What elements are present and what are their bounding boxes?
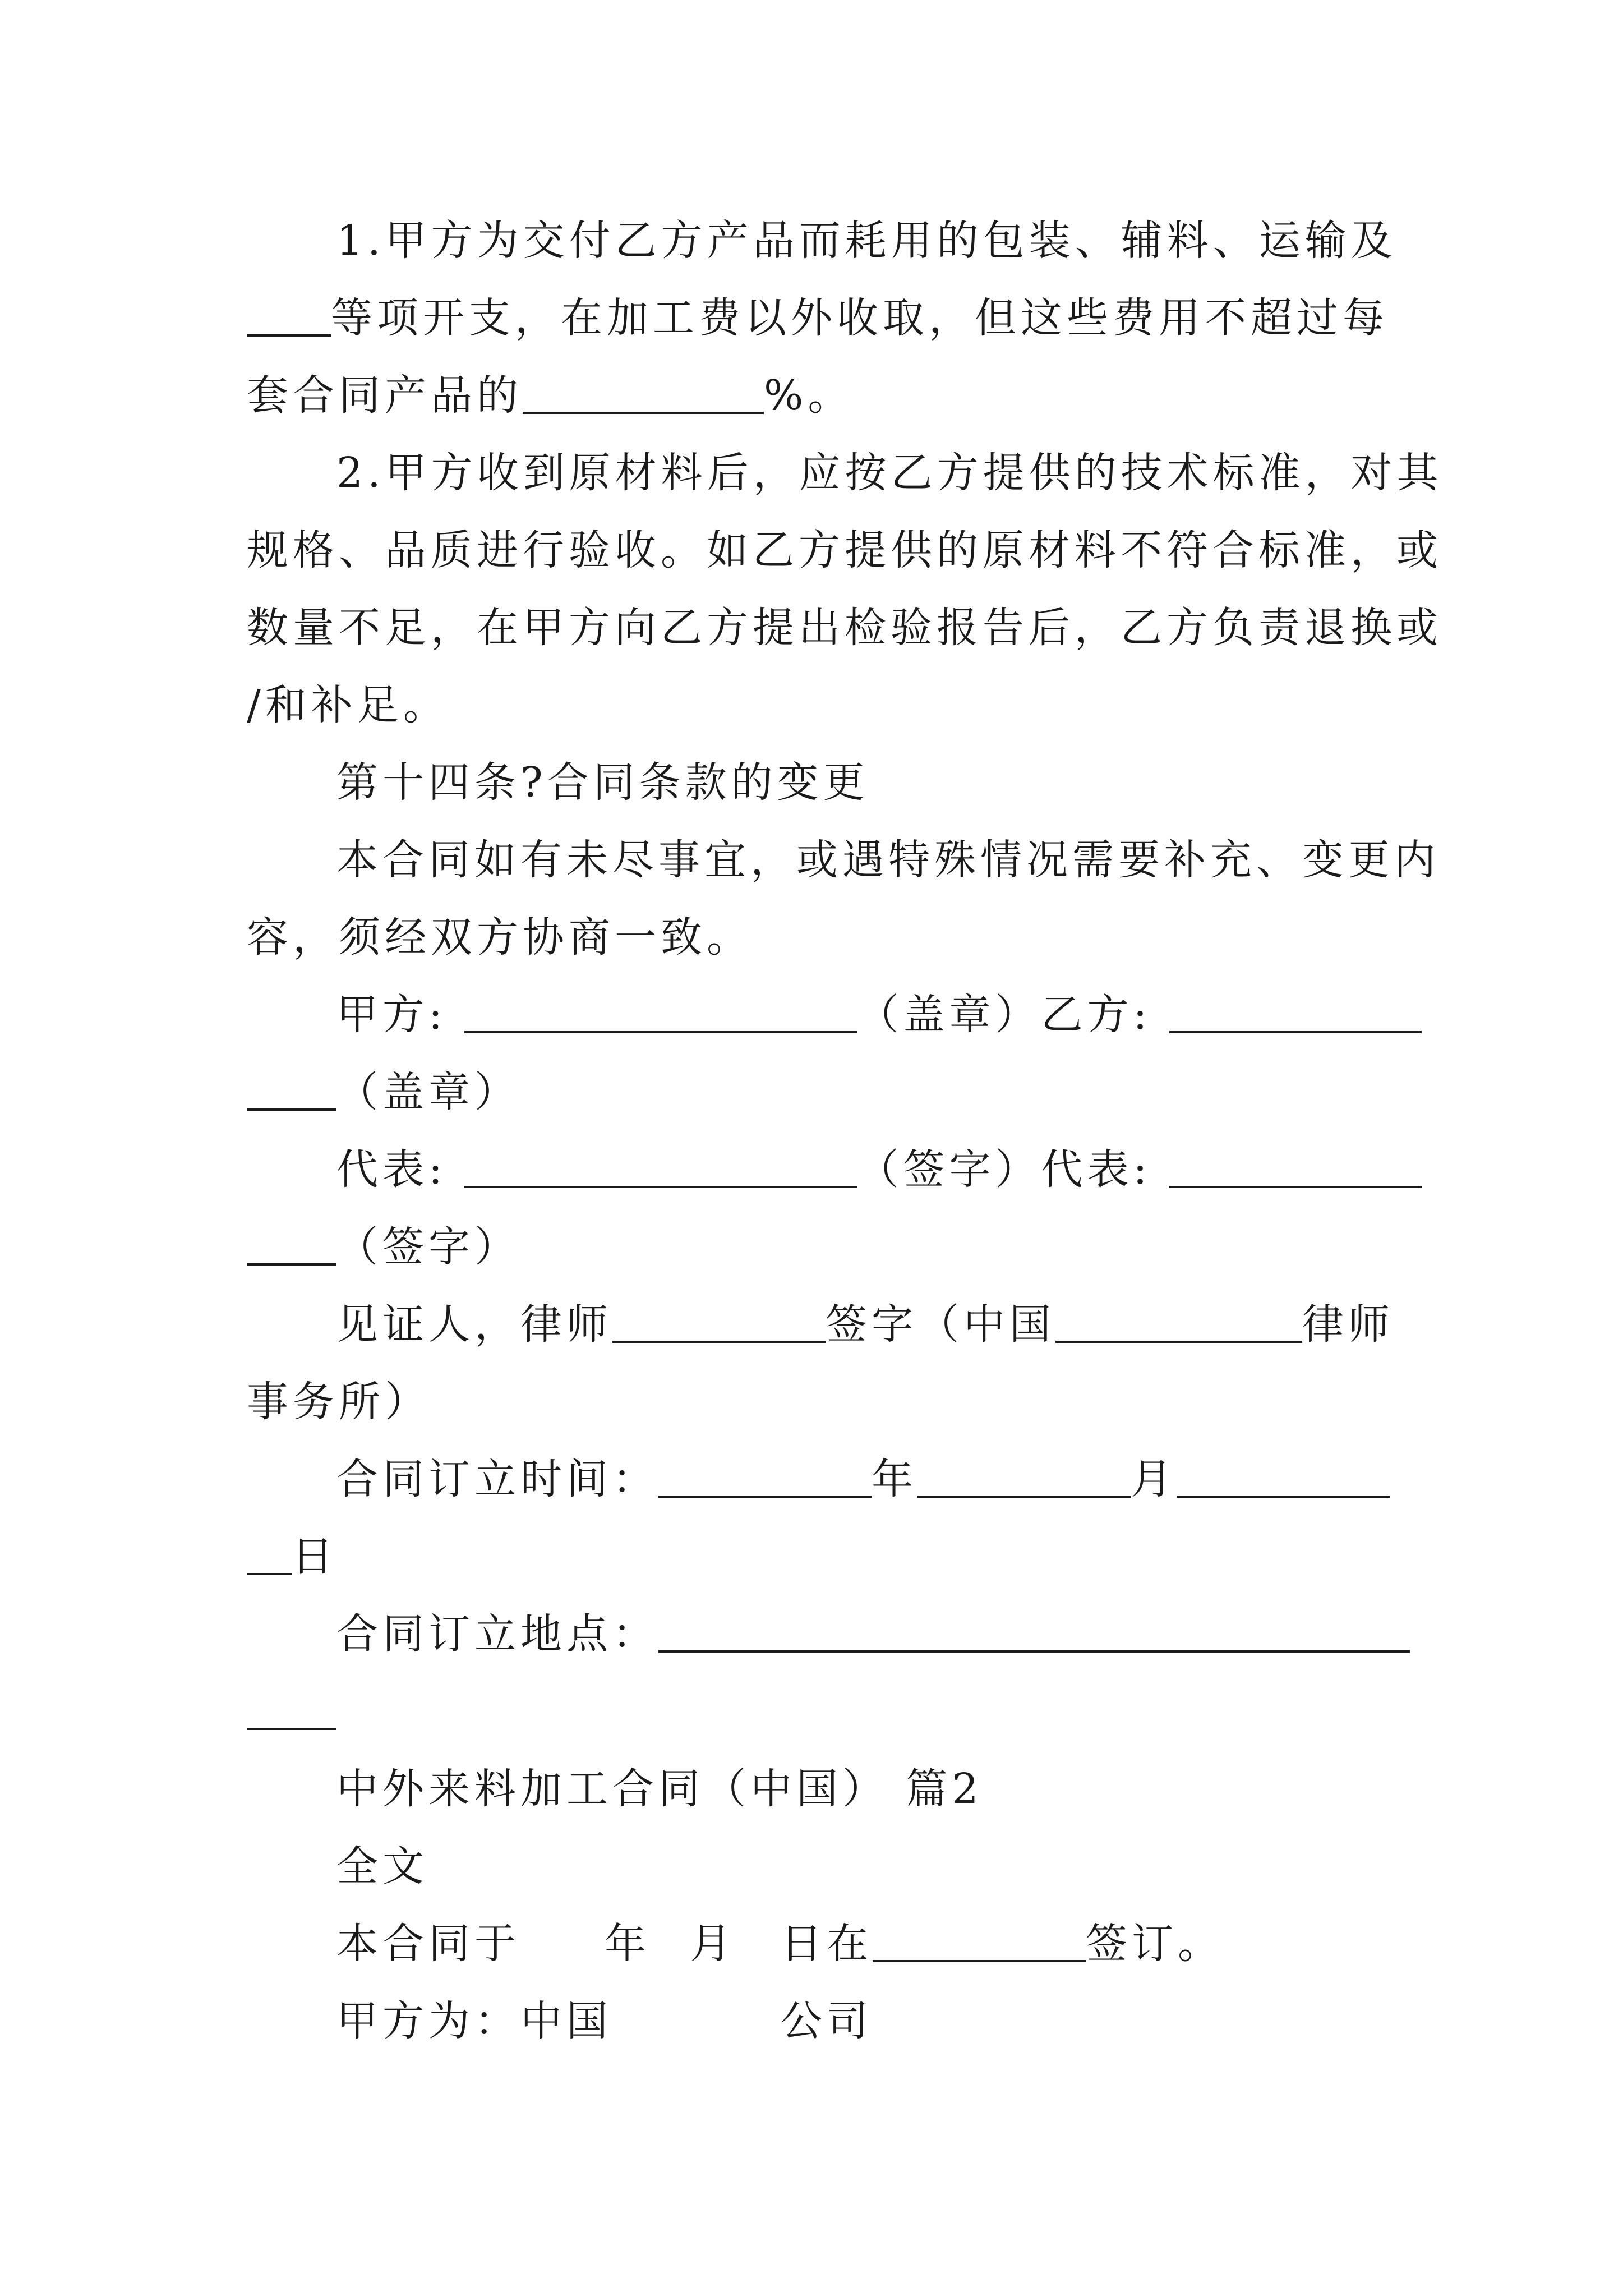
paragraph-2-line-3 [247, 589, 1442, 666]
text: /和补足。 [247, 681, 449, 729]
text: （盖章）乙方: [857, 991, 1152, 1039]
fill-blank [247, 1069, 336, 1111]
signature-party-b-seal-line [247, 1053, 1391, 1131]
text: 年 [872, 1455, 917, 1503]
text: 全文 [336, 1842, 428, 1890]
text: 年 [605, 1920, 651, 1968]
fill-blank [658, 1611, 1410, 1653]
text: 套合同产品的 [247, 371, 523, 420]
paragraph-2-line-2 [247, 512, 1442, 589]
fill-blank [873, 1921, 1086, 1962]
text: 容，须经双方协商一致。 [247, 913, 753, 961]
text: 事务所） [247, 1378, 431, 1426]
text: 日 [292, 1533, 338, 1581]
signing-date-line-2 [247, 1518, 1391, 1595]
article-14-heading [247, 744, 1391, 821]
text: 月 [1131, 1455, 1177, 1503]
text: 数量不足，在甲方向乙方提出检验报告后，乙方负责退换或 [247, 604, 1442, 652]
paragraph-1-line-3 [247, 357, 1391, 434]
text: 月 [690, 1920, 736, 1968]
text: 本合同于 [336, 1920, 520, 1968]
document-page [247, 202, 1443, 2060]
text: 1.甲方为交付乙方产品而耗用的包装、辅料、运输及 [336, 217, 1397, 265]
full-text-label [247, 1828, 1391, 1905]
text: 甲方为：中国 [336, 1997, 612, 2045]
fill-blank [464, 1147, 857, 1188]
fill-blank [1169, 992, 1422, 1033]
witness-line [247, 1286, 1394, 1363]
text: （签字）代表: [857, 1145, 1152, 1194]
fill-blank [1055, 1301, 1302, 1343]
contract-date-line [247, 1905, 1391, 1982]
text: 公司 [781, 1997, 873, 2045]
fill-blank [247, 1224, 336, 1266]
fill-blank [917, 1456, 1131, 1498]
signing-place-line-2 [247, 1673, 1391, 1750]
text: %。 [764, 371, 854, 420]
section-title [247, 1750, 1391, 1828]
text: 本合同如有未尽事宜，或遇特殊情况需要补充、变更内 [336, 836, 1440, 884]
representative-sign-line [247, 1208, 1391, 1286]
text: 第十四条?合同条款的变更 [336, 758, 869, 807]
text: 中外来料加工合同（中国） 篇2 [336, 1765, 983, 1813]
text: 签订。 [1086, 1920, 1224, 1968]
signature-party-a-line [247, 976, 1391, 1053]
fill-blank [523, 372, 764, 414]
text: 规格、品质进行验收。如乙方提供的原材料不符合标准，或 [247, 526, 1442, 574]
text: 合同订立地点： [336, 1610, 658, 1658]
fill-blank [612, 1301, 826, 1343]
fill-blank [658, 1456, 872, 1498]
paragraph-2-line-1 [247, 434, 1443, 512]
text: 见证人，律师 [336, 1300, 612, 1349]
article-14-line-2 [247, 899, 1391, 976]
representative-line [247, 1131, 1391, 1208]
paragraph-1-line-2 [247, 279, 1391, 357]
fill-blank [247, 1534, 292, 1575]
text: 律师 [1302, 1300, 1394, 1349]
paragraph-2-line-4 [247, 666, 1391, 744]
text: 签字（中国 [826, 1300, 1055, 1349]
text: 日在 [781, 1920, 873, 1968]
text: （盖章） [336, 1068, 520, 1116]
signing-date-line [247, 1441, 1391, 1518]
witness-line-2 [247, 1363, 1391, 1441]
text: 2.甲方收到原材料后，应按乙方提供的技术标准，对其 [336, 449, 1443, 497]
fill-blank [1177, 1456, 1390, 1498]
text: （签字） [336, 1223, 520, 1271]
fill-blank [247, 1688, 336, 1730]
text: 代表: [336, 1145, 447, 1194]
text: 等项开支，在加工费以外收取，但这些费用不超过每 [331, 294, 1389, 342]
fill-blank [1169, 1147, 1422, 1188]
signing-place-line [247, 1595, 1391, 1673]
fill-blank [464, 992, 857, 1033]
text: 合同订立时间： [336, 1455, 658, 1503]
fill-blank [247, 295, 331, 337]
text: 甲方: [336, 991, 447, 1039]
article-14-line-1 [247, 821, 1440, 899]
party-a-line [247, 1982, 1391, 2060]
paragraph-1-line-1 [247, 202, 1397, 279]
